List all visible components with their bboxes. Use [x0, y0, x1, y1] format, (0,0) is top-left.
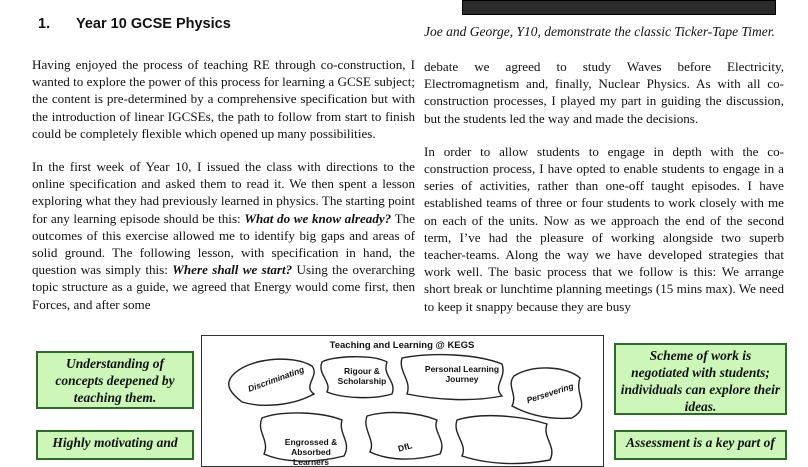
text-run: The outcomes of this exercise allowed me to identify big gaps and areas of solid ground. The following lesson, with specification in hand, the question was simply this: — [32, 210, 415, 278]
callout-assessment: Assessment is a key part of — [614, 430, 787, 460]
left-paragraph-2 — [32, 158, 415, 313]
label-discriminating: Discriminating — [246, 364, 306, 394]
right-paragraph-2: In order to allow students to engage in depth with the co-construction process, I have opted to enable students to engage in a series of activities, rather than one-off taught episodes. I have established teams of three or four students to work closely with me on each of the units. Now as we approach the end of the second term, I’ve had the pleasure of working alongside two superb teacher-teams. Along the way we have developed strategies that work well. The basic process that we follow is this: We arrange short break or lunchtime planning meetings (15 mins max). We need to keep it snappy because they are busy — [424, 143, 784, 314]
diagram-title: Teaching and Learning @ KEGS — [329, 340, 475, 351]
label-rigour: Rigour & Scholarship — [337, 366, 387, 386]
right-paragraph-1: debate we agreed to study Waves before Electricity, Electromagnetism and, finally, Nuclear Physics. As with all co-construction processes, I played my part in guiding the discussion, but the students led the way and made the decisions. — [424, 59, 784, 126]
callout-motivating: Highly motivating and — [36, 430, 194, 460]
emphasis-question-1: What do we know already? — [244, 210, 392, 226]
label-persevering: Persevering — [525, 380, 575, 406]
teaching-learning-diagram — [201, 335, 604, 467]
text-run: In the first week of Year 10, I issued the class with directions to the online specification and asked them to read it. We then spent a lesson exploring what they had previously learned in physics. The starting point for any learning episode should be this: — [32, 159, 415, 226]
right-column — [424, 58, 784, 331]
callout-understanding: Understanding of concepts deepened by teaching them. — [36, 351, 194, 409]
section-title: Year 10 GCSE Physics — [76, 16, 231, 32]
callout-scheme-of-work: Scheme of work is negotiated with students; individuals can explore their ideas. — [614, 343, 787, 415]
label-dfl: DfL — [396, 440, 414, 454]
text-run: Using the overarching topic structure as a guide, we agreed that Energy would come first, then Forces, and after some — [32, 262, 415, 312]
emphasis-question-2: Where shall we start? — [172, 262, 293, 278]
photo-caption: Joe and George, Y10, demonstrate the classic Ticker-Tape Timer. — [424, 24, 775, 39]
photo-image — [462, 0, 776, 15]
section-number: 1. — [38, 16, 51, 32]
section-heading — [38, 16, 231, 32]
puzzle-piece-lower-right — [456, 416, 552, 464]
left-paragraph-1: Having enjoyed the process of teaching RE through co-construction, I wanted to explore the power of this process for learning a GCSE subject; the content is pre-determined by a comprehensive specification but with the introduction of linear IGCSEs, the path to follow from start to finish could be completely flexible which opened up many possibilities. — [32, 57, 415, 141]
left-column — [32, 56, 415, 329]
label-engrossed: Engrossed & Absorbed Learners — [284, 437, 338, 467]
label-personal: Personal Learning Journey — [424, 364, 500, 384]
